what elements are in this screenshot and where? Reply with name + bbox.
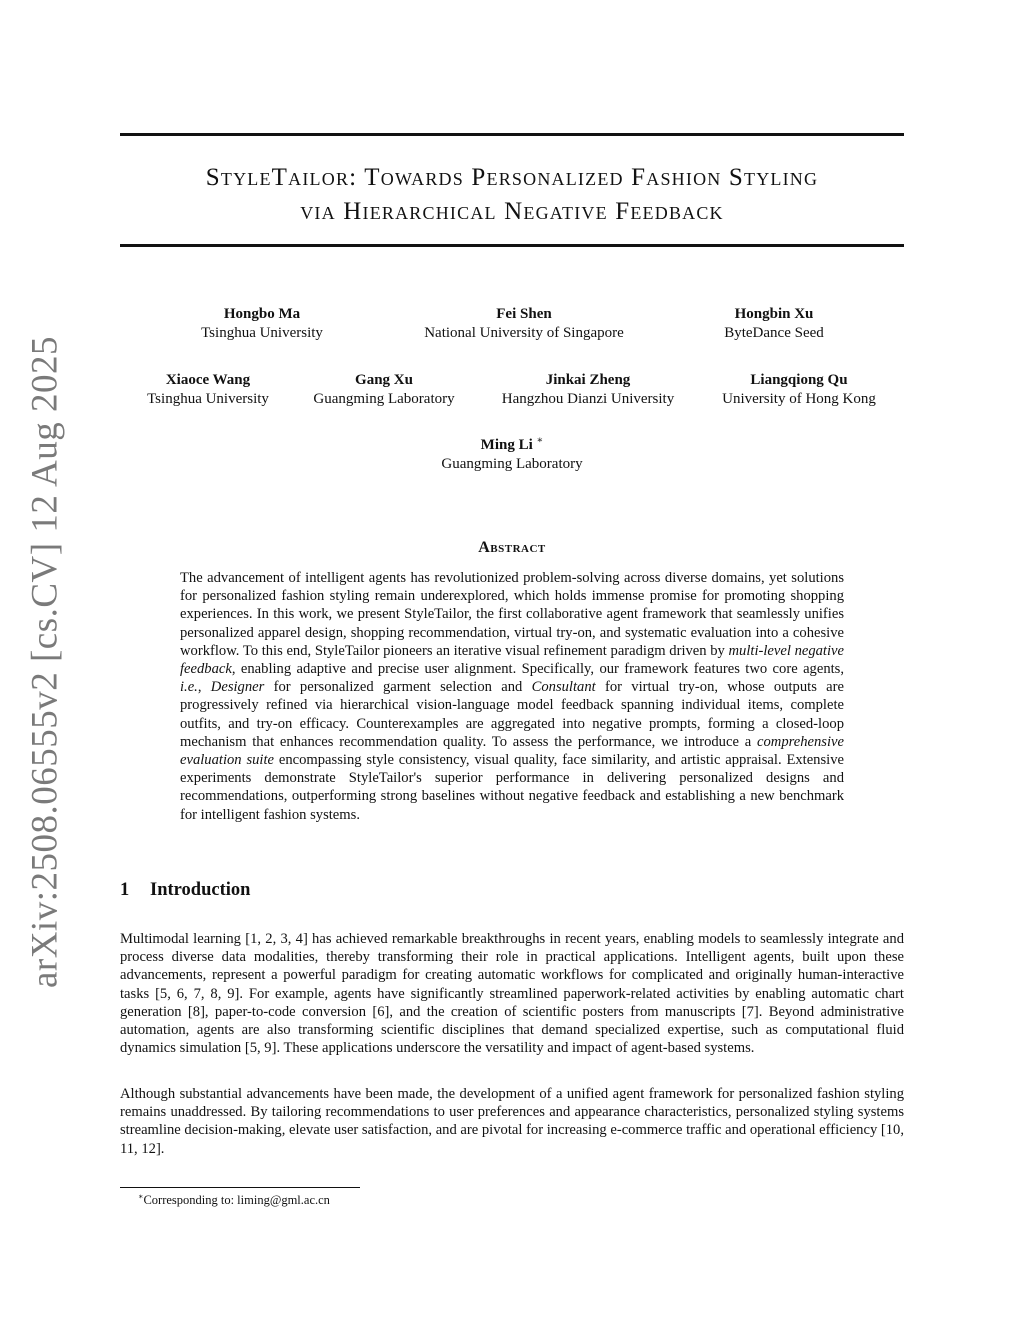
- footnote-text: Corresponding to: liming@gml.ac.cn: [143, 1193, 330, 1207]
- abstract-text: ,: [197, 679, 211, 696]
- abstract-text: encompassing style consistency, visual quality, face similarity, and artistic appraisal. Extensive experiments demonstrate StyleTailor's superior performance in delivering personalized designs and recommendations, outperforming strong baselines without negative feedback and establishing a new benchmark for intelligent fashion systems.: [180, 752, 844, 823]
- author-affiliation: ByteDance Seed: [724, 325, 824, 341]
- body-paragraph: Multimodal learning [1, 2, 3, 4] has achieved remarkable breakthroughs in recent years, enabling models to seamlessly integrate and process diverse data modalities, thereby transforming their role in practical applications. Intelligent agents, built upon these advancements, represent a powerful paradigm for creating automatic workflows for complicated and originally human-interactive tasks [5, 6, 7, 8, 9]. For example, agents have significantly streamlined paperwork-related activities by enabling automatic chart generation [8], paper-to-code conversion [6], and the creation of scientific posters from manuscripts [7]. Beyond administrative automation, agents are also transforming scientific disciplines that demand specialized expertise, such as computational fluid dynamics simulation [5, 9]. These applications underscore the versatility and impact of agent-based systems.: [120, 931, 904, 1057]
- abstract-emphasis: comprehensive evaluation suite: [180, 733, 844, 769]
- author-name: [441, 436, 582, 455]
- section-title-text: Introduction: [150, 880, 251, 900]
- abstract-body: [180, 569, 844, 824]
- author-name: Xiaoce Wang: [165, 372, 251, 388]
- corresponding-author-mark: ∗: [536, 435, 544, 446]
- author-block-corresponding: [441, 436, 582, 474]
- author-block: [724, 305, 824, 343]
- abstract-emphasis: Designer: [210, 679, 265, 696]
- paper-title-line-2: via Hierarchical Negative Feedback: [300, 198, 724, 225]
- footnote: [138, 1192, 330, 1208]
- author-name: Fei Shen: [496, 306, 552, 322]
- title-rule-bottom: [120, 244, 904, 247]
- author-block: [722, 371, 876, 409]
- abstract-text: , enabling adaptive and precise user alignment. Specifically, our framework features two core agents,: [231, 661, 844, 678]
- body-paragraph: Although substantial advancements have been made, the development of a unified agent framework for personalized fashion styling remains unaddressed. By tailoring recommendations to user preferences and appearance characteristics, personalized styling systems streamline decision-making, elevate user satisfaction, and are pivotal for increasing e-commerce traffic and operational efficiency [10, 11, 12].: [120, 1086, 904, 1157]
- author-block: [502, 371, 674, 409]
- author-name: Liangqiong Qu: [750, 372, 848, 388]
- paper-title-line-1: StyleTailor: Towards Personalized Fashion Styling: [205, 164, 819, 191]
- author-affiliation: Guangming Laboratory: [313, 391, 455, 407]
- author-affiliation: Guangming Laboratory: [441, 456, 583, 472]
- paper-title: [120, 161, 904, 229]
- section-heading-introduction: [120, 880, 250, 901]
- abstract-emphasis: Consultant: [531, 679, 596, 696]
- abstract-text: for virtual try-on, whose outputs are progressively refined via hierarchical vision-language model feedback spanning individual items, complete outfits, and try-on efficacy. Counterexamples are aggregated into negative prompts, forming a closed-loop mechanism that enhances recommendation quality. To assess the performance, we introduce a: [180, 679, 844, 750]
- section-number: 1: [120, 880, 130, 900]
- author-block: [313, 371, 454, 409]
- author-name: Hongbin Xu: [734, 306, 814, 322]
- author-name-text: Ming Li: [480, 437, 533, 453]
- abstract-emphasis: multi-level negative feedback: [180, 642, 844, 678]
- author-affiliation: Hangzhou Dianzi University: [501, 391, 675, 407]
- footnote-rule: [120, 1187, 360, 1188]
- author-name: Jinkai Zheng: [545, 372, 631, 388]
- author-affiliation: University of Hong Kong: [722, 391, 876, 407]
- arxiv-identifier-stamp: arXiv:2508.06555v2 [cs.CV] 12 Aug 2025: [24, 335, 66, 989]
- author-block: [424, 305, 624, 343]
- abstract-text: for personalized garment selection and: [264, 679, 532, 696]
- footnote-mark: ∗: [138, 1191, 144, 1201]
- title-rule-top: [120, 133, 904, 136]
- author-affiliation: Tsinghua University: [147, 391, 269, 407]
- author-block: [201, 305, 323, 343]
- abstract-heading: Abstract: [478, 539, 546, 556]
- author-affiliation: National University of Singapore: [424, 325, 624, 341]
- author-block: [147, 371, 269, 409]
- author-name: Hongbo Ma: [223, 306, 301, 322]
- abstract-emphasis: i.e.: [180, 679, 198, 696]
- author-name: Gang Xu: [355, 372, 413, 388]
- abstract-text: The advancement of intelligent agents has revolutionized problem-solving across diverse domains, yet solutions for personalized fashion styling remain underexplored, which holds immense promise for promoting shopping experiences. In this work, we present StyleTailor, the first collaborative agent framework that seamlessly unifies personalized apparel design, shopping recommendation, virtual try-on, and systematic evaluation into a cohesive workflow. To this end, StyleTailor pioneers an iterative visual refinement paradigm driven by: [180, 570, 844, 659]
- author-affiliation: Tsinghua University: [201, 325, 323, 341]
